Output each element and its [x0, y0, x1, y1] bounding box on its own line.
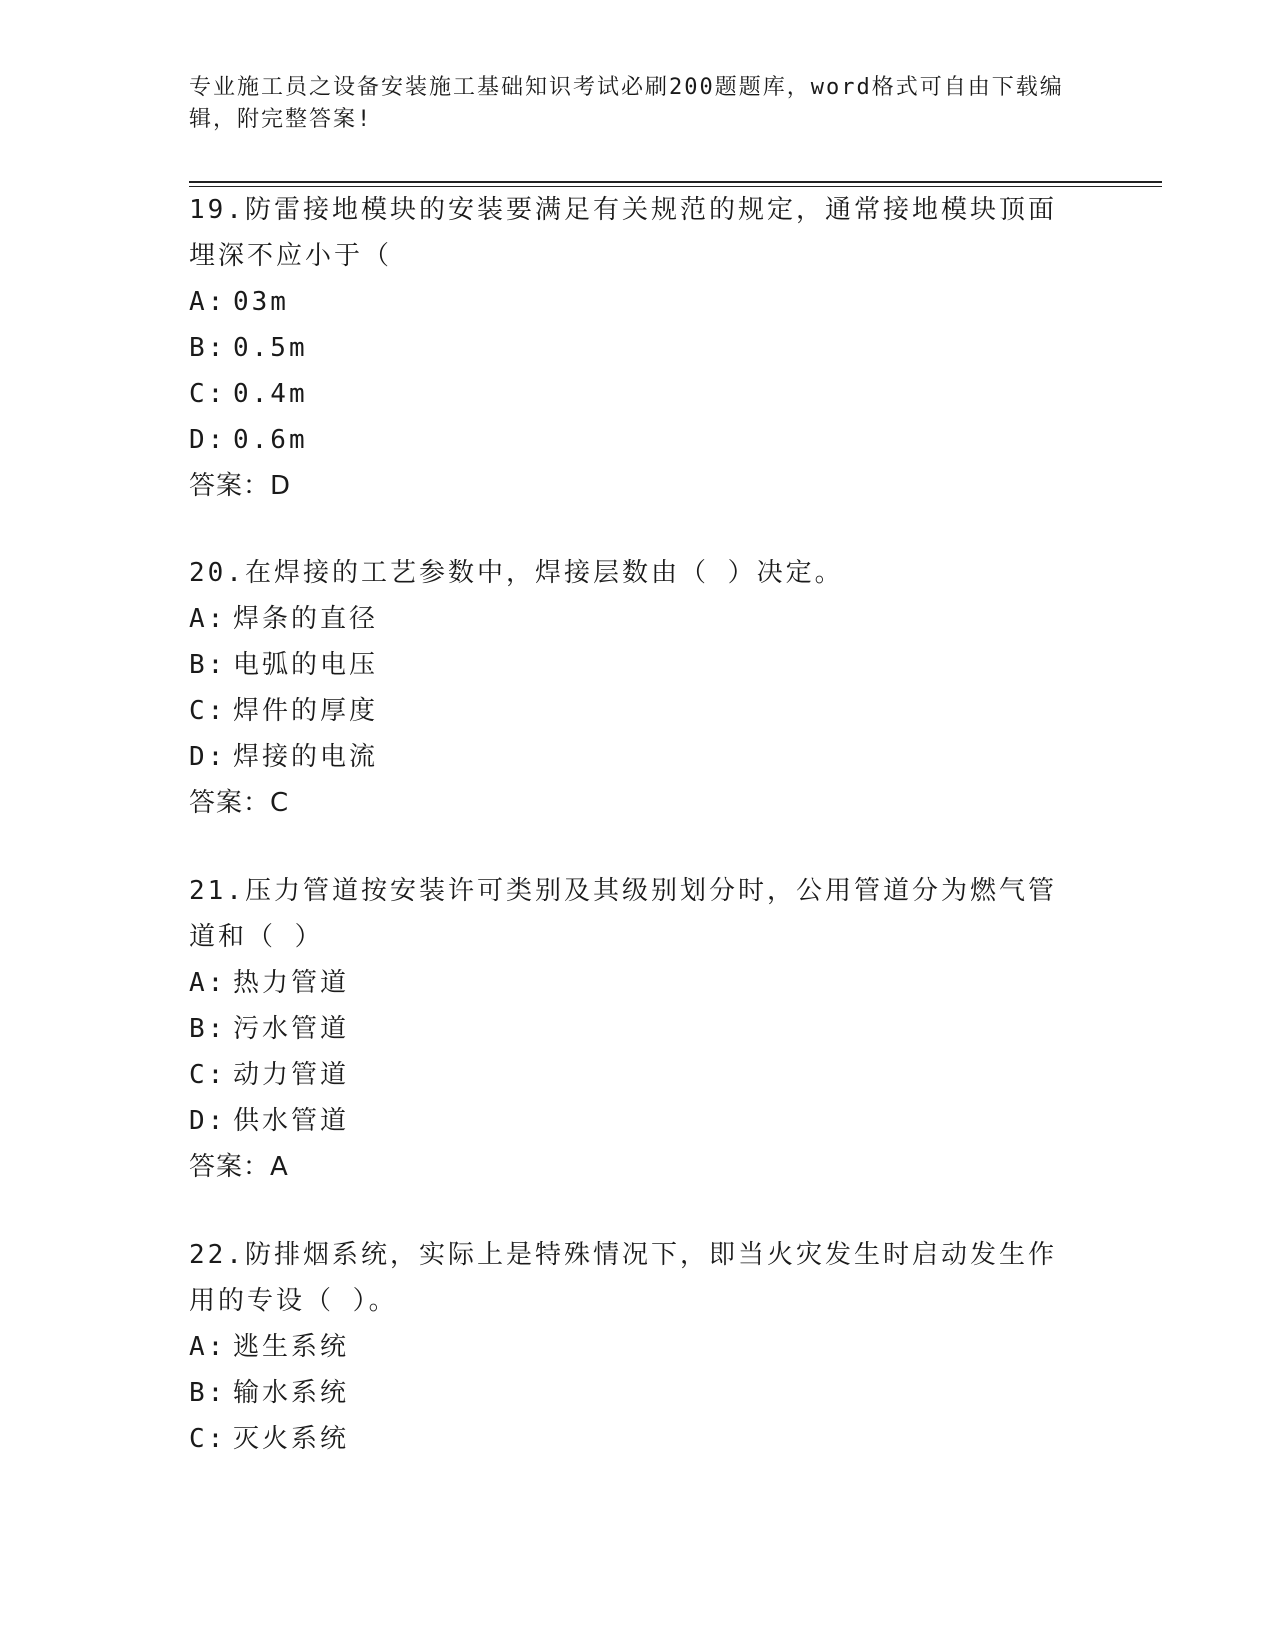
option-c [189, 1416, 1079, 1462]
option-text: 0.4m [233, 379, 308, 409]
option-text: 焊件的厚度 [233, 696, 379, 726]
option-key: C: [189, 379, 227, 409]
option-text: 电弧的电压 [233, 650, 379, 680]
option-a [189, 596, 1079, 642]
option-b [189, 1370, 1079, 1416]
option-d [189, 417, 1079, 463]
answer-label: 答案：D [189, 471, 292, 501]
option-key: A: [189, 604, 227, 634]
option-text: 供水管道 [233, 1106, 350, 1136]
option-key: A: [189, 287, 227, 317]
option-text: 灭火系统 [233, 1424, 350, 1454]
option-text: 污水管道 [233, 1014, 350, 1044]
option-key: B: [189, 333, 227, 363]
answer-label: 答案：A [189, 1152, 289, 1182]
option-a [189, 279, 1079, 325]
option-key: D: [189, 425, 227, 455]
option-key: D: [189, 1106, 227, 1136]
option-text: 03m [233, 287, 289, 317]
option-text: 焊条的直径 [233, 604, 379, 634]
header-rule-thick [189, 181, 1162, 183]
question-20 [189, 550, 1079, 826]
option-key: B: [189, 1014, 227, 1044]
option-d [189, 734, 1079, 780]
option-key: C: [189, 696, 227, 726]
option-text: 输水系统 [233, 1378, 350, 1408]
option-text: 0.5m [233, 333, 308, 363]
option-b [189, 642, 1079, 688]
option-key: A: [189, 968, 227, 998]
question-stem: 21.压力管道按安装许可类别及其级别划分时，公用管道分为燃气管道和（ ） [189, 876, 1057, 952]
option-a [189, 1324, 1079, 1370]
question-19 [189, 187, 1079, 509]
question-stem: 22.防排烟系统，实际上是特殊情况下，即当火灾发生时启动发生作用的专设（ ）。 [189, 1240, 1057, 1316]
option-key: A: [189, 1332, 227, 1362]
option-key: D: [189, 742, 227, 772]
answer-label: 答案：C [189, 788, 290, 818]
option-c [189, 688, 1079, 734]
option-key: B: [189, 1378, 227, 1408]
question-22 [189, 1232, 1079, 1462]
option-text: 焊接的电流 [233, 742, 379, 772]
option-key: C: [189, 1424, 227, 1454]
option-text: 动力管道 [233, 1060, 350, 1090]
question-stem: 20.在焊接的工艺参数中，焊接层数由（ ）决定。 [189, 558, 844, 588]
option-text: 0.6m [233, 425, 308, 455]
option-b [189, 325, 1079, 371]
document-header: 专业施工员之设备安装施工基础知识考试必刷200题题库，word格式可自由下载编辑，附完整答案! [189, 75, 1064, 132]
option-key: C: [189, 1060, 227, 1090]
option-c [189, 371, 1079, 417]
option-d [189, 1098, 1079, 1144]
question-21 [189, 868, 1079, 1190]
option-text: 热力管道 [233, 968, 350, 998]
option-b [189, 1006, 1079, 1052]
option-c [189, 1052, 1079, 1098]
option-text: 逃生系统 [233, 1332, 350, 1362]
question-stem: 19.防雷接地模块的安装要满足有关规范的规定，通常接地模块顶面埋深不应小于（ [189, 195, 1057, 271]
option-key: B: [189, 650, 227, 680]
option-a [189, 960, 1079, 1006]
